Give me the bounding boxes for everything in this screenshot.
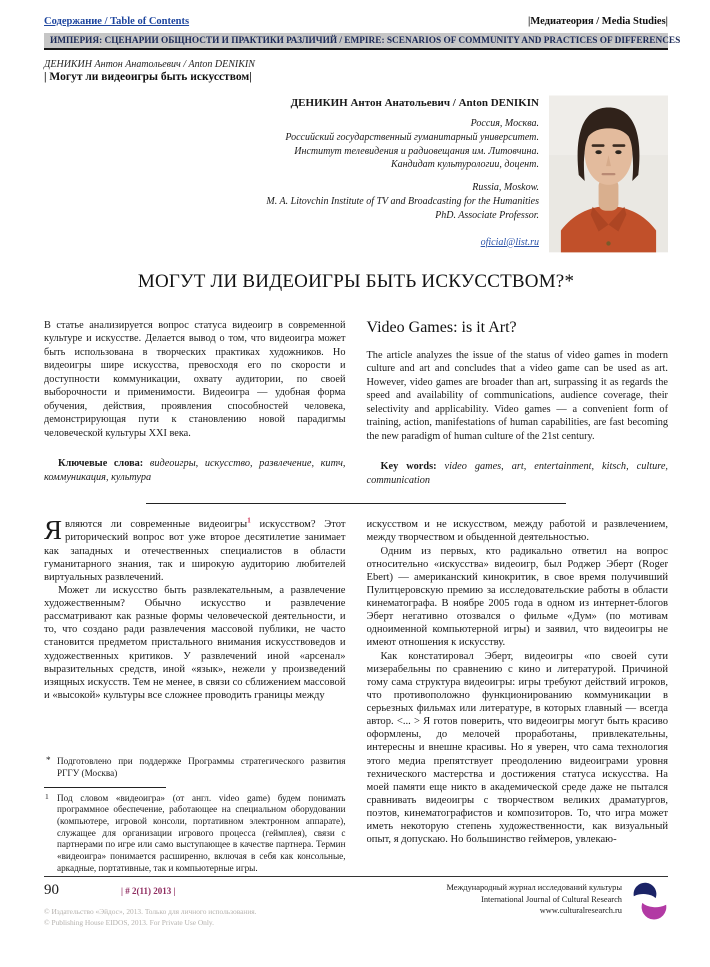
journal-name-en: International Journal of Cultural Research — [481, 894, 622, 904]
copyright-ru: © Издательство «Эйдос», 2013. Только для личного использования. — [44, 907, 257, 917]
footnote-divider — [44, 787, 166, 788]
page-number: 90 — [44, 882, 59, 899]
article-body — [44, 515, 668, 874]
body-paragraph-4: Одним из первых, кто радикально ответил на вопрос относительно «искусства» видеоигр, был Роджер Эберт (Roger Ebert) — американский кинокритик, в свое время получивший Пулитцеровскую премию за исследовательские работы в области кинематографа. В ноябре 2005 года в одном из интернет-блогов Эберт негативно отозвался о фильме «Дум» (по мотивам одноименной компьютерной игры) и заявил, что видеоигры не имеют отношения к искусству. — [366, 545, 668, 649]
footer-rule — [44, 876, 668, 877]
abstract-en-text: The article analyzes the issue of the status of video games in modern culture and art and concludes that a video game can be used as art. However, video games are broader than art, surpassing it as regards the speed and availability of communications, audience coverage, their selectivity and applicability. Video games — a convenient form of training, action, manifestations of human capabilities, are fast becoming the new paradigm of human culture of the 21st century. — [366, 350, 668, 442]
author-email-line — [266, 237, 539, 248]
body-right-column — [367, 518, 669, 874]
toc-link[interactable]: Содержание / Table of Contents — [44, 16, 190, 27]
author-email-link[interactable]: oficial@list.ru — [480, 236, 539, 248]
author-affiliation-ru-4: Кандидат культурологии, доцент. — [390, 159, 539, 171]
keywords-en — [367, 460, 669, 487]
body-paragraph-5: Как констатировал Эберт, видеоигры «по своей сути мизерабельны по сравнению с кино и литературой. Причиной тому сама структура видеоигры: игры требуют действий игроков, что противоположно функционированию коммуникации в серьезных фильмах или литературе, в которых главный — всегда автор. <... > Я готов поверить, что видеоигры могут быть красиво оформлены, до мелочей проработаны, привлекательны, интересны и внешне красивы. Но я уверен, что сама технология этого медиа препятствует преодолению видеоиграми уровня технического мастерства и достижения статуса искусства. На моей памяти еще никто в академической среде даже не пытался сравнивать видеоигры с творчеством великих драматургов, поэтов, кинематографистов и композиторов. То, что игра может иметь некоторую степень художественности, как визуальный опыт, я допускаю. Но большинство геймеров, увлекаю- — [366, 650, 668, 846]
author-byline: ДЕНИКИН Антон Анатольевич / Anton DENIKIN — [44, 59, 255, 70]
author-affiliation-en-3: PhD. Associate Professor. — [435, 209, 539, 221]
footnotes-block — [44, 756, 346, 874]
author-affiliation-ru-3: Институт телевидения и радиовещания им. Литовчина. — [294, 145, 539, 157]
section-label: |Медиатеория / Media Studies| — [528, 16, 668, 27]
abstract-ru-text: В статье анализируется вопрос статуса видеоигр в современной культуре и искусстве. Делается вывод о том, что видеоигра может быть использована в творческих практиках художников. Но видеоигры шире искусства, превосходя его по скорости и доступности коммуникации, охвату аудитории, по своей выборочности и применимости. Видеоигра — удобная форма обучения, действия, проявления способностей человека, демонстрирующая пути к становлению новой парадигмы человеческой культуры XXI века. — [44, 320, 346, 439]
keywords-ru-text: видеоигры, искусство, развлечение, китч, коммуникация, культура — [44, 458, 346, 483]
copyright-block — [44, 906, 376, 928]
article-title: МОГУТ ЛИ ВИДЕОИГРЫ БЫТЬ ИСКУССТВОМ?* — [137, 271, 575, 292]
footer-left — [44, 882, 376, 928]
journal-url-link[interactable]: www.culturalresearch.ru — [539, 906, 622, 916]
abstract-en-heading: Video Games: is it Art? — [366, 319, 517, 336]
body-paragraph-3: искусством и не искусством, между работой и развлечением, между творчеством и обыденной деятельностью. — [366, 519, 668, 544]
category-banner: ИМПЕРИЯ: СЦЕНАРИИ ОБЩНОСТИ И ПРАКТИКИ РАЗЛИЧИЙ / EMPIRE: SCENARIOS OF COMMUNITY AND PRACTICES OF DIFFERENCES — [44, 33, 668, 50]
page-header — [44, 16, 668, 27]
keywords-ru — [44, 457, 346, 484]
author-info — [266, 95, 549, 253]
author-block — [44, 95, 668, 253]
abstract-section — [44, 319, 668, 487]
journal-logo-icon — [630, 882, 668, 920]
footnote-ref-1[interactable]: 1 — [247, 515, 251, 525]
issue-label: | # 2(11) 2013 | — [121, 886, 176, 897]
footnote-1-marker: 1 — [45, 791, 49, 801]
article-title-ref: | Могут ли видеоигры быть искусством| — [44, 71, 252, 83]
body-paragraph-2: Может ли искусство быть развлекательным, а развлечение художественным? Обычно искусство и развлечение рассматривают как разные формы человеческой деятельности, и то, что создано ради развлечения массовой публики, не часто становится предметом пристального внимания искусствоведов и художественных критиков. У развлечений иной «арсенал» выразительных средств, иной «язык», нежели у произведений изящных искусств. Тем не менее, в связи со сближением массовой и «высокой» культуры все сложнее проводить границы между — [44, 584, 346, 701]
author-photo — [549, 95, 668, 253]
abstract-divider — [146, 503, 566, 504]
footnote-1 — [44, 793, 346, 875]
journal-name-ru: Международный журнал исследований культуры — [446, 883, 622, 893]
keywords-ru-label: Ключевые слова: — [58, 458, 144, 470]
body-paragraph-1-cont: искусством? Этот риторический вопрос вот уже второе десятилетие занимает как западных и отечественных специалистов в области гуманитарного знания, так и широкую аудиторию любителей виртуальных развлечений. — [44, 519, 346, 583]
footnote-star-text: Подготовлено при поддержке Программы стратегического развития РГГУ (Москва) — [57, 756, 346, 778]
body-paragraph-1-text: вляются ли современные видеоигры — [65, 519, 248, 531]
footnote-star — [44, 756, 346, 779]
keywords-en-label: Key words: — [380, 461, 437, 473]
page-footer — [44, 882, 668, 928]
author-affiliation-en-2: M. A. Litovchin Institute of TV and Broadcasting for the Humanities — [266, 195, 539, 207]
body-paragraph-1 — [44, 515, 346, 584]
footnote-1-text: Под словом «видеоигра» (от англ. video game) будем понимать программное обеспечение, работающее на специальном оборудовании (компьютере, игровой консоли, портативном электронном аппарате), служащее для организации игрового процесса (геймплея), связи с партнерами по игре или само выступающее в качестве партнера. Термин «видеоигра» понимается расширенно, включая в себя как консольные, аркадные, портативные, так и компьютерные игры. — [57, 792, 346, 873]
author-affiliation-ru-2: Российский государственный гуманитарный университет. — [285, 131, 539, 143]
dropcap: Я — [44, 515, 63, 546]
author-name: ДЕНИКИН Антон Анатольевич / Anton DENIKIN — [290, 97, 539, 109]
copyright-en: © Publishing House EIDOS, 2013. For Private Use Only. — [44, 918, 214, 928]
footer-left-top — [44, 882, 376, 899]
author-affiliation-ru-1: Россия, Москва. — [470, 118, 539, 129]
footer-right — [446, 882, 668, 920]
abstract-en-column — [367, 319, 669, 487]
journal-info — [446, 882, 622, 916]
abstract-ru-column — [44, 319, 346, 487]
author-affiliation-en-1: Russia, Moskow. — [472, 182, 539, 194]
body-left-column — [44, 515, 346, 874]
keywords-en-text: video games, art, entertainment, kitsch, culture, communication — [366, 461, 668, 486]
body-left-text — [44, 515, 346, 702]
footnote-star-marker: * — [46, 755, 51, 766]
